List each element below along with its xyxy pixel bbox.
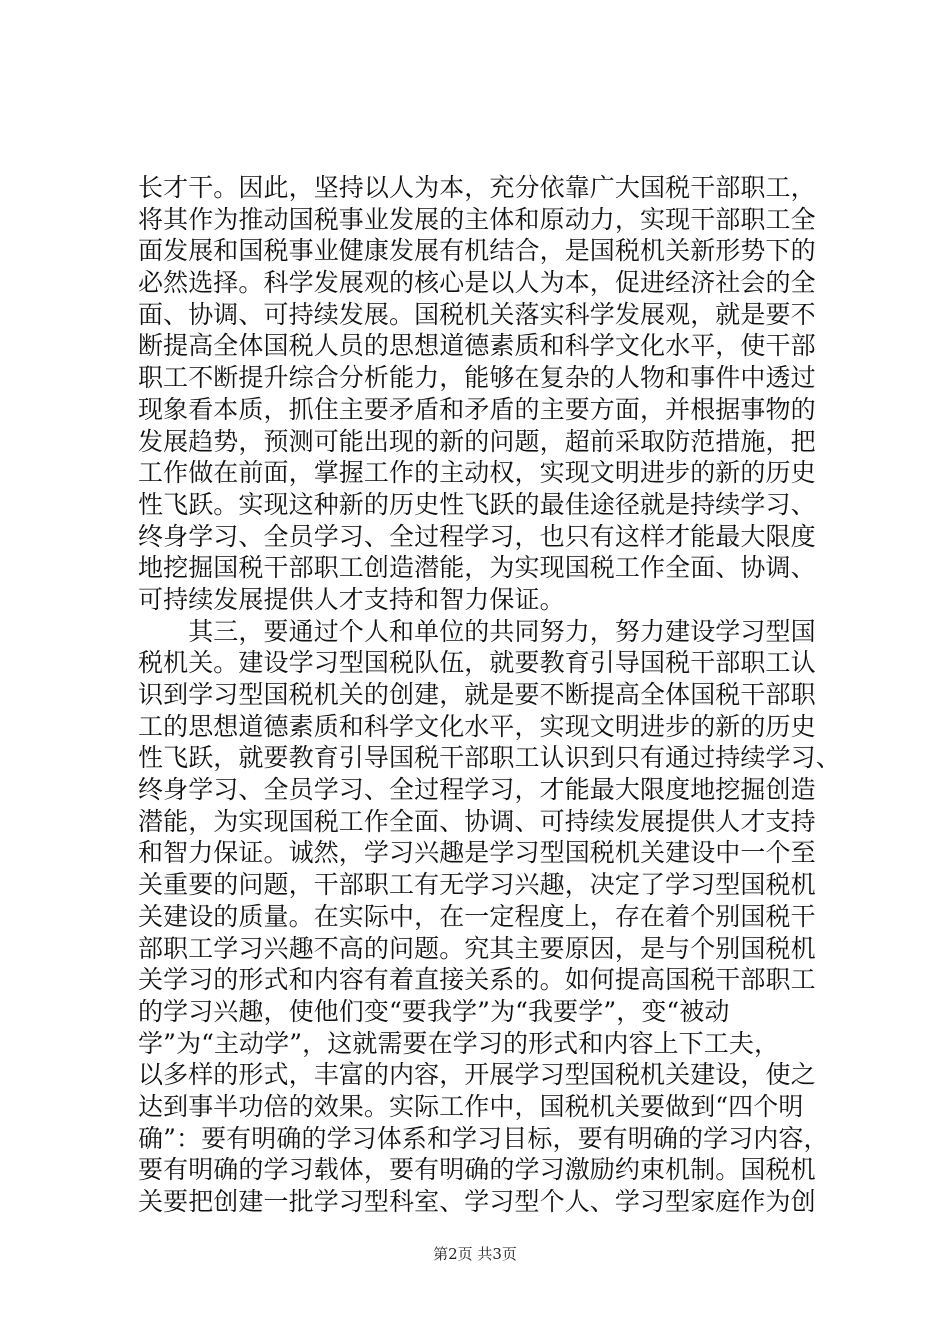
text-line: 关建设的质量。在实际中，在一定程度上，存在着个别国税干 [138,901,816,931]
text-line: 潜能，为实现国税工作全面、协调、可持续发展提供人才支持 [138,806,816,836]
text-line: 关学习的形式和内容有着直接关系的。如何提高国税干部职工 [138,965,816,995]
text-line: 其三，要通过个人和单位的共同努力，努力建设学习型国 [138,616,816,646]
text-line: 性飞跃，就要教育引导国税干部职工认识到只有通过持续学习、 [138,743,841,773]
text-line: 以多样的形式，丰富的内容，开展学习型国税机关建设，使之 [138,1060,816,1090]
text-line: 将其作为推动国税事业发展的主体和原动力，实现干部职工全 [138,204,816,234]
text-line: 终身学习、全员学习、全过程学习，才能最大限度地挖掘创造 [138,775,816,805]
text-line: 断提高全体国税人员的思想道德素质和科学文化水平，使干部 [138,331,816,361]
text-line: 必然选择。科学发展观的核心是以人为本，促进经济社会的全 [138,268,816,298]
text-line: 识到学习型国税机关的创建，就是要不断提高全体国税干部职 [138,680,816,709]
text-line: 关要把创建一批学习型科室、学习型个人、学习型家庭作为创 [138,1187,816,1216]
page-footer: 第2页 共3页 [433,1245,517,1263]
text-line: 达到事半功倍的效果。实际工作中，国税机关要做到“四个明 [138,1091,804,1121]
text-line: 关重要的问题，干部职工有无学习兴趣，决定了学习型国税机 [138,870,816,900]
text-line: 性飞跃。实现这种新的历史性飞跃的最佳途径就是持续学习、 [138,489,816,519]
text-line: 工作做在前面，掌握工作的主动权，实现文明进步的新的历史 [138,458,816,488]
text-line: 职工不断提升综合分析能力，能够在复杂的人物和事件中透过 [138,363,816,393]
text-line: 工的思想道德素质和科学文化水平，实现文明进步的新的历史 [138,711,816,741]
text-line: 发展趋势，预测可能出现的新的问题，超前采取防范措施，把 [138,426,816,456]
text-line: 面、协调、可持续发展。国税机关落实科学发展观，就是要不 [138,299,816,329]
text-line: 现象看本质，抓住主要矛盾和矛盾的主要方面，并根据事物的 [138,394,816,424]
text-line: 部职工学习兴趣不高的问题。究其主要原因，是与个别国税机 [138,933,816,963]
text-line: 和智力保证。诚然，学习兴趣是学习型国税机关建设中一个至 [138,838,816,868]
body-text [138,172,841,1218]
text-line: 确”：要有明确的学习体系和学习目标，要有明确的学习内容， [138,1123,829,1153]
text-line: 面发展和国税事业健康发展有机结合，是国税机关新形势下的 [138,236,816,266]
text-line: 要有明确的学习载体，要有明确的学习激励约束机制。国税机 [138,1155,816,1185]
text-line: 学”为“主动学”，这就需要在学习的形式和内容上下工夫， [138,1028,780,1058]
text-line: 终身学习、全员学习、全过程学习，也只有这样才能最大限度 [138,521,816,551]
text-line: 地挖掘国税干部职工创造潜能，为实现国税工作全面、协调、 [138,553,816,583]
text-line: 长才干。因此，坚持以人为本，充分依靠广大国税干部职工， [138,173,816,202]
text-line: 可持续发展提供人才支持和智力保证。 [138,584,565,614]
text-line: 的学习兴趣，使他们变“要我学”为“我要学”，变“被动 [138,996,730,1026]
text-line: 税机关。建设学习型国税队伍，就要教育引导国税干部职工认 [138,648,816,678]
